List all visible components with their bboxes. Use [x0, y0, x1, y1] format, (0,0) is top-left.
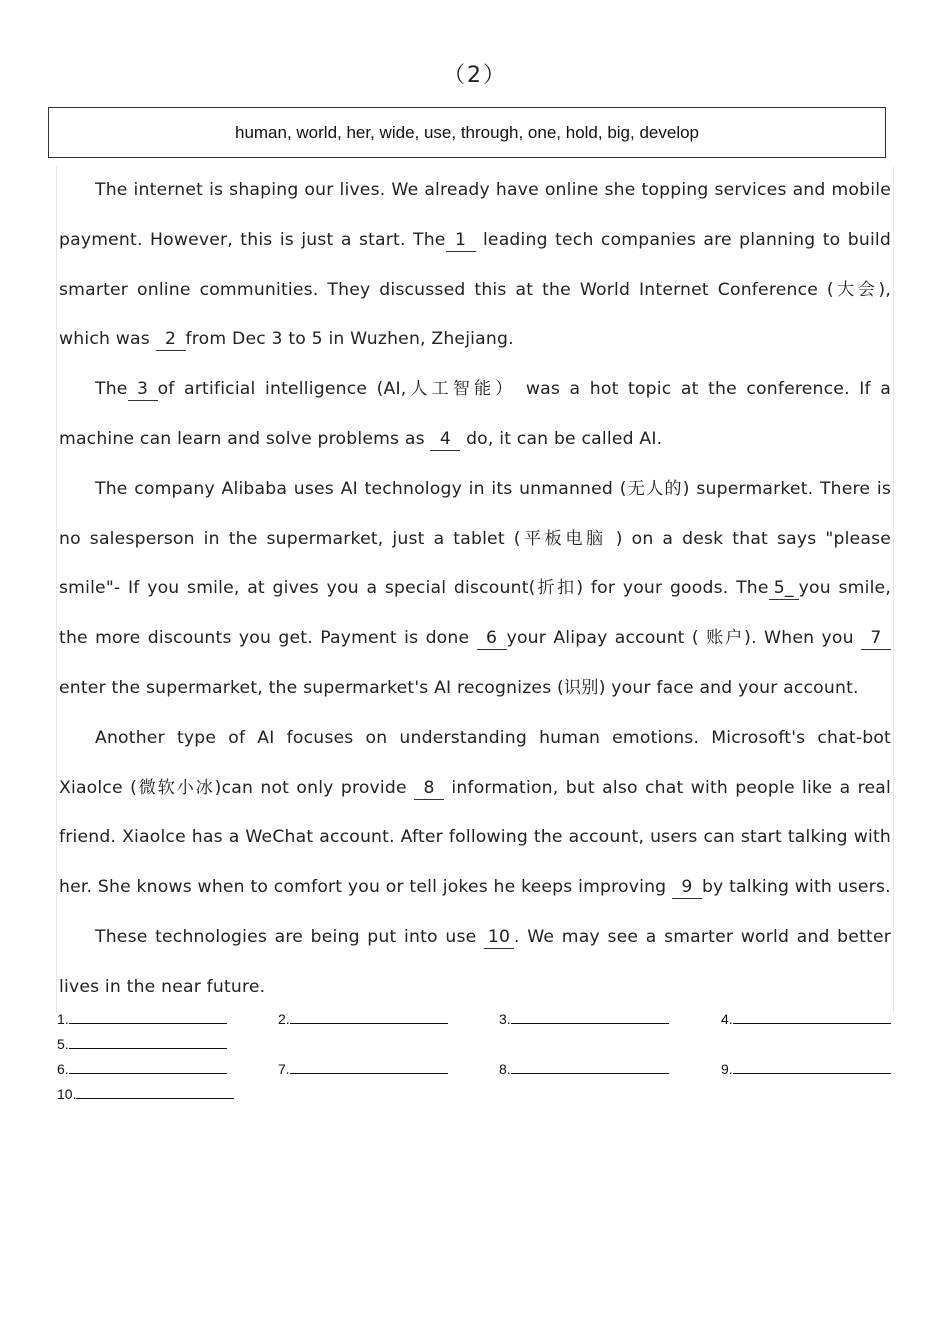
cloze-blank: 8: [414, 777, 444, 800]
answer-number: 9.: [721, 1061, 733, 1077]
answer-row: [57, 1009, 897, 1034]
cloze-blank: 2: [156, 328, 186, 351]
answer-line[interactable]: [69, 1009, 227, 1024]
passage-paragraph: [59, 365, 891, 465]
passage-text: . We may see a smarter world and better lives in the near future.: [59, 926, 891, 997]
passage-text: you smile, the more discounts you get. Payment is done: [59, 578, 891, 649]
reading-passage: [56, 166, 894, 1013]
exercise-number-title: （2）: [443, 63, 507, 88]
passage-text: Another type of AI focuses on understanding human emotions. Microsoft's chat-bot Xiaolce (微软小冰)can not only provide: [59, 727, 891, 798]
cloze-blank: 7: [861, 627, 891, 650]
answer-row: [57, 1034, 897, 1059]
answer-item: [57, 1034, 227, 1052]
passage-text: leading tech companies are planning to build smarter online communities. They discussed this at the World Internet Conference (大会), which was: [59, 229, 891, 350]
answer-number: 6.: [57, 1061, 69, 1077]
answer-item: [278, 1059, 448, 1077]
word-bank-text: human, world, her, wide, use, through, one, hold, big, develop: [234, 122, 700, 142]
passage-text: by talking with users.: [701, 877, 891, 898]
answer-item: [721, 1059, 891, 1077]
answer-number: 4.: [721, 1011, 733, 1027]
passage-text: information, but also chat with people like a real friend. Xiaolce has a WeChat account. After following the account, users can start talking with her. She knows when to comfort you or tell jokes he keeps improving: [59, 777, 891, 898]
cloze-blank: 6: [477, 627, 507, 650]
word-bank-box: [48, 107, 886, 158]
answer-line[interactable]: [69, 1034, 227, 1049]
answer-number: 2.: [278, 1011, 290, 1027]
answer-item: [499, 1059, 669, 1077]
cloze-blank: 1: [446, 229, 476, 252]
passage-text: your Alipay account ( 账户). When you: [506, 628, 861, 649]
passage-paragraph: [59, 166, 891, 365]
answer-sheet: [57, 1009, 897, 1109]
answer-item: [721, 1009, 891, 1027]
passage-paragraph: [59, 714, 891, 913]
answer-line[interactable]: [733, 1009, 891, 1024]
answer-row: [57, 1059, 897, 1084]
answer-line[interactable]: [733, 1059, 891, 1074]
passage-text: The company Alibaba uses AI technology in its unmanned (无人的) supermarket. There is no salesperson in the supermarket, just a tablet (平板电脑 ) on a desk that says "please smile"- If you smile, at gives you a special discount(折扣) for your goods. The: [59, 478, 891, 599]
passage-paragraph: [59, 913, 891, 1013]
cloze-blank: 10: [484, 926, 514, 949]
answer-line[interactable]: [69, 1059, 227, 1074]
answer-item: [278, 1009, 448, 1027]
answer-item: [57, 1009, 227, 1027]
cloze-blank: 4: [430, 428, 460, 451]
passage-text: enter the supermarket, the supermarket's AI recognizes (识别) your face and your account.: [59, 677, 859, 698]
answer-number: 7.: [278, 1061, 290, 1077]
passage-text: of artificial intelligence (AI,人工智能） was a hot topic at the conference. If a machine can learn and solve problems as: [59, 379, 891, 449]
passage-text: from Dec 3 to 5 in Wuzhen, Zhejiang.: [185, 329, 514, 350]
cloze-blank: 3: [128, 378, 158, 401]
passage-text: The internet is shaping our lives. We already have online she topping services and mobile payment. However, this is just a start. The: [59, 180, 891, 250]
passage-text: do, it can be called AI.: [460, 428, 663, 449]
answer-row: [57, 1084, 897, 1109]
answer-number: 3.: [499, 1011, 511, 1027]
answer-line[interactable]: [76, 1084, 234, 1099]
answer-number: 10.: [57, 1086, 77, 1102]
passage-paragraph: [59, 465, 891, 714]
passage-text: These technologies are being put into use: [95, 926, 484, 947]
answer-line[interactable]: [290, 1009, 448, 1024]
answer-number: 5.: [57, 1036, 69, 1052]
answer-number: 8.: [499, 1061, 511, 1077]
cloze-blank: 9: [672, 876, 702, 899]
answer-item: [499, 1009, 669, 1027]
passage-text: The: [95, 379, 128, 400]
answer-item: [57, 1084, 234, 1102]
answer-item: [57, 1059, 227, 1077]
cloze-blank: 5_: [769, 577, 799, 600]
answer-number: 1.: [57, 1011, 69, 1027]
answer-line[interactable]: [511, 1009, 669, 1024]
answer-line[interactable]: [290, 1059, 448, 1074]
answer-line[interactable]: [511, 1059, 669, 1074]
